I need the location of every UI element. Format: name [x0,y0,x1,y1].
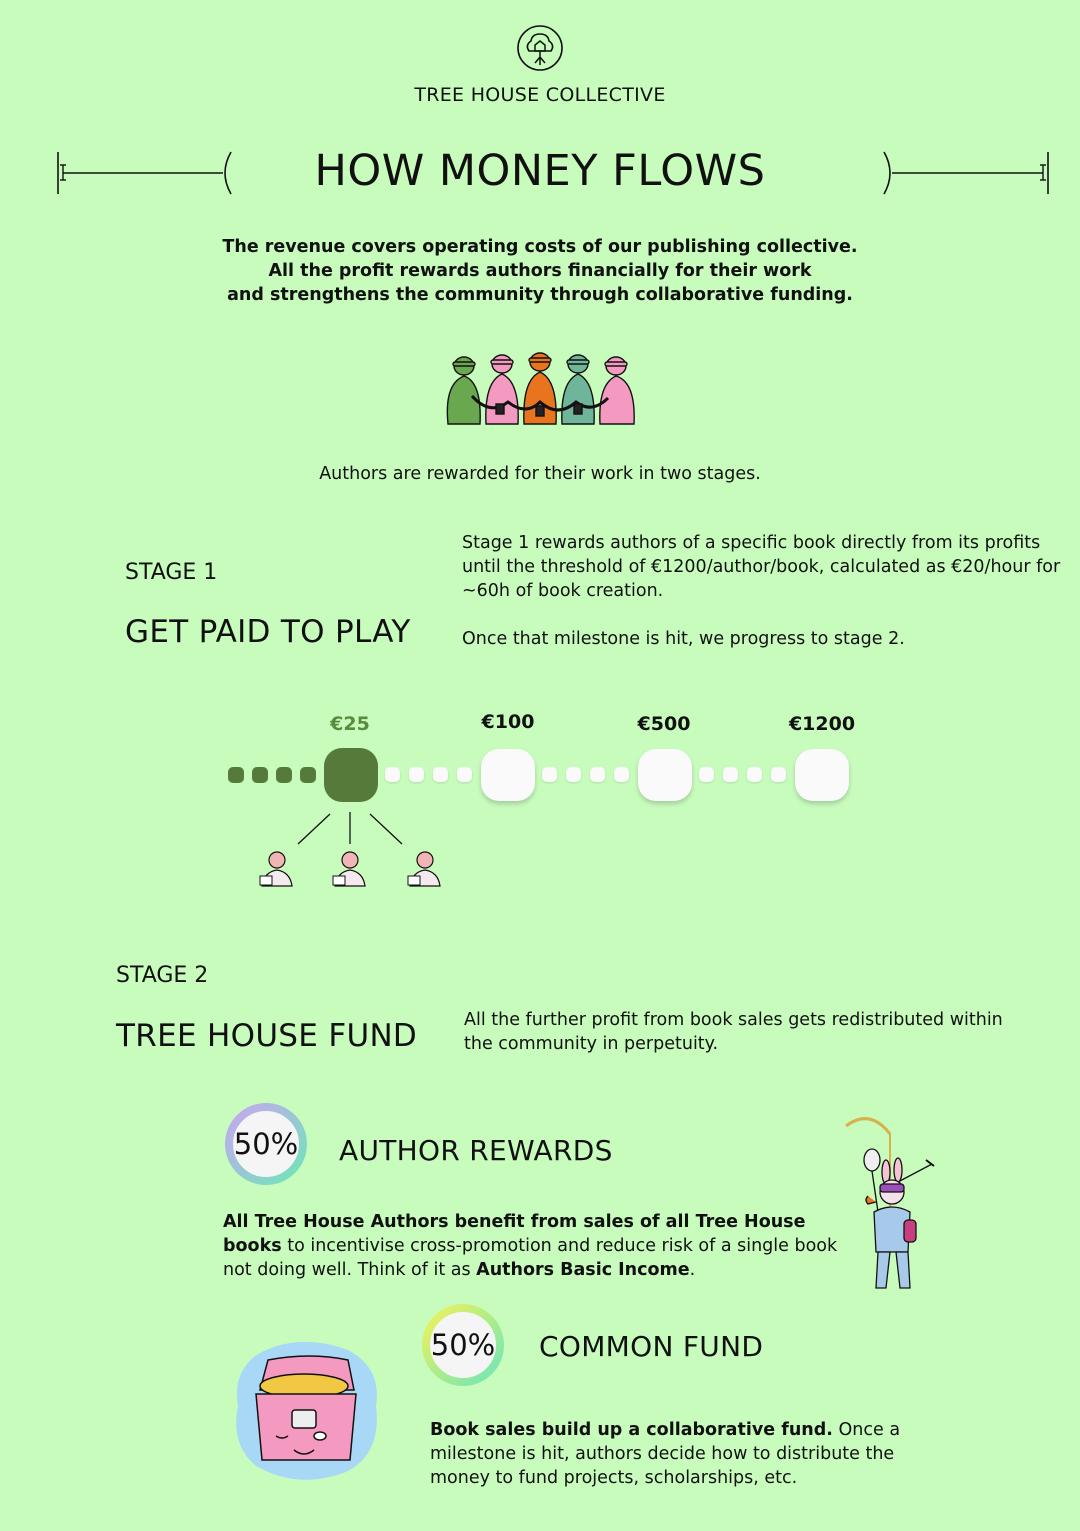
common-fund-percent-badge [421,1303,505,1387]
stage2-label: STAGE 2 [116,963,209,988]
milestone-marker [638,749,692,801]
treasure-chest-illustration [232,1332,384,1484]
progress-step [228,767,244,783]
author-portrait-icon [333,852,365,886]
author-rewards-text: to incentivise cross-promotion and reduce risk of a single book not doing well. Think of it as [223,1236,838,1280]
progress-step [699,767,714,782]
percent-value: 50% [233,1127,299,1161]
author-rewards-end: . [689,1260,696,1280]
brand-name: TREE HOUSE COLLECTIVE [414,84,666,106]
intro-line: All the profit rewards authors financially for their work [268,261,812,281]
progress-step [614,767,629,782]
progress-step [771,767,786,782]
stage2-description: All the further profit from book sales gets redistributed within the community in perpetuity. [464,1010,1003,1054]
milestone-label: €500 [637,713,691,735]
progress-step [433,767,448,782]
milestone-label: €25 [330,713,370,735]
milestone-marker [324,748,378,802]
right-bracket-rule [880,150,1052,198]
progress-step [409,767,424,782]
progress-step [457,767,472,782]
author-rewards-title: AUTHOR REWARDS [339,1134,613,1167]
milestone-label: €100 [481,711,535,733]
authors-holding-hands-illustration [444,346,640,428]
author-rewards-description [223,1210,863,1282]
stage1-milestone-note: Once that milestone is hit, we progress to stage 2. [462,629,905,649]
tree-house-icon [516,24,564,72]
milestone-label: €1200 [788,713,856,735]
progress-step [300,767,316,783]
author-rewards-percent-badge [224,1102,308,1186]
two-stages-text: Authors are rewarded for their work in two stages. [319,464,761,484]
common-fund-description [430,1418,950,1490]
progress-step [747,767,762,782]
author-portrait-icon [408,852,440,886]
author-rewards-bold-lead: All Tree House Authors benefit from sales of all Tree House books [223,1212,806,1256]
stage2-title: TREE HOUSE FUND [116,1018,418,1054]
milestone-marker [795,749,849,801]
progress-step [566,767,581,782]
percent-value: 50% [430,1328,496,1362]
stage1-label: STAGE 1 [125,560,218,585]
intro-line: The revenue covers operating costs of our publishing collective. [222,237,858,257]
milestone-marker [481,749,535,801]
intro-text [0,235,1080,307]
common-fund-title: COMMON FUND [539,1330,764,1363]
progress-step [385,767,400,782]
progress-step [252,767,268,783]
progress-step [276,767,292,783]
author-portrait-icon [260,852,292,886]
progress-step [542,767,557,782]
page-title: HOW MONEY FLOWS [314,146,766,196]
progress-step [590,767,605,782]
authors-basic-income: Authors Basic Income [476,1260,690,1280]
authors-split-illustration [250,810,450,890]
common-fund-bold-lead: Book sales build up a collaborative fund. [430,1420,833,1440]
stage1-title: GET PAID TO PLAY [125,614,411,650]
intro-line: and strengthens the community through collaborative funding. [227,285,853,305]
progress-step [723,767,738,782]
common-fund-text: Once a milestone is hit, authors decide how to distribute the money to fund projects, scholarships, etc. [430,1420,901,1488]
stage1-description: Stage 1 rewards authors of a specific book directly from its profits until the threshold of €1200/author/book, calculated as €20/hour for ~60h of book creation. [462,533,1061,601]
